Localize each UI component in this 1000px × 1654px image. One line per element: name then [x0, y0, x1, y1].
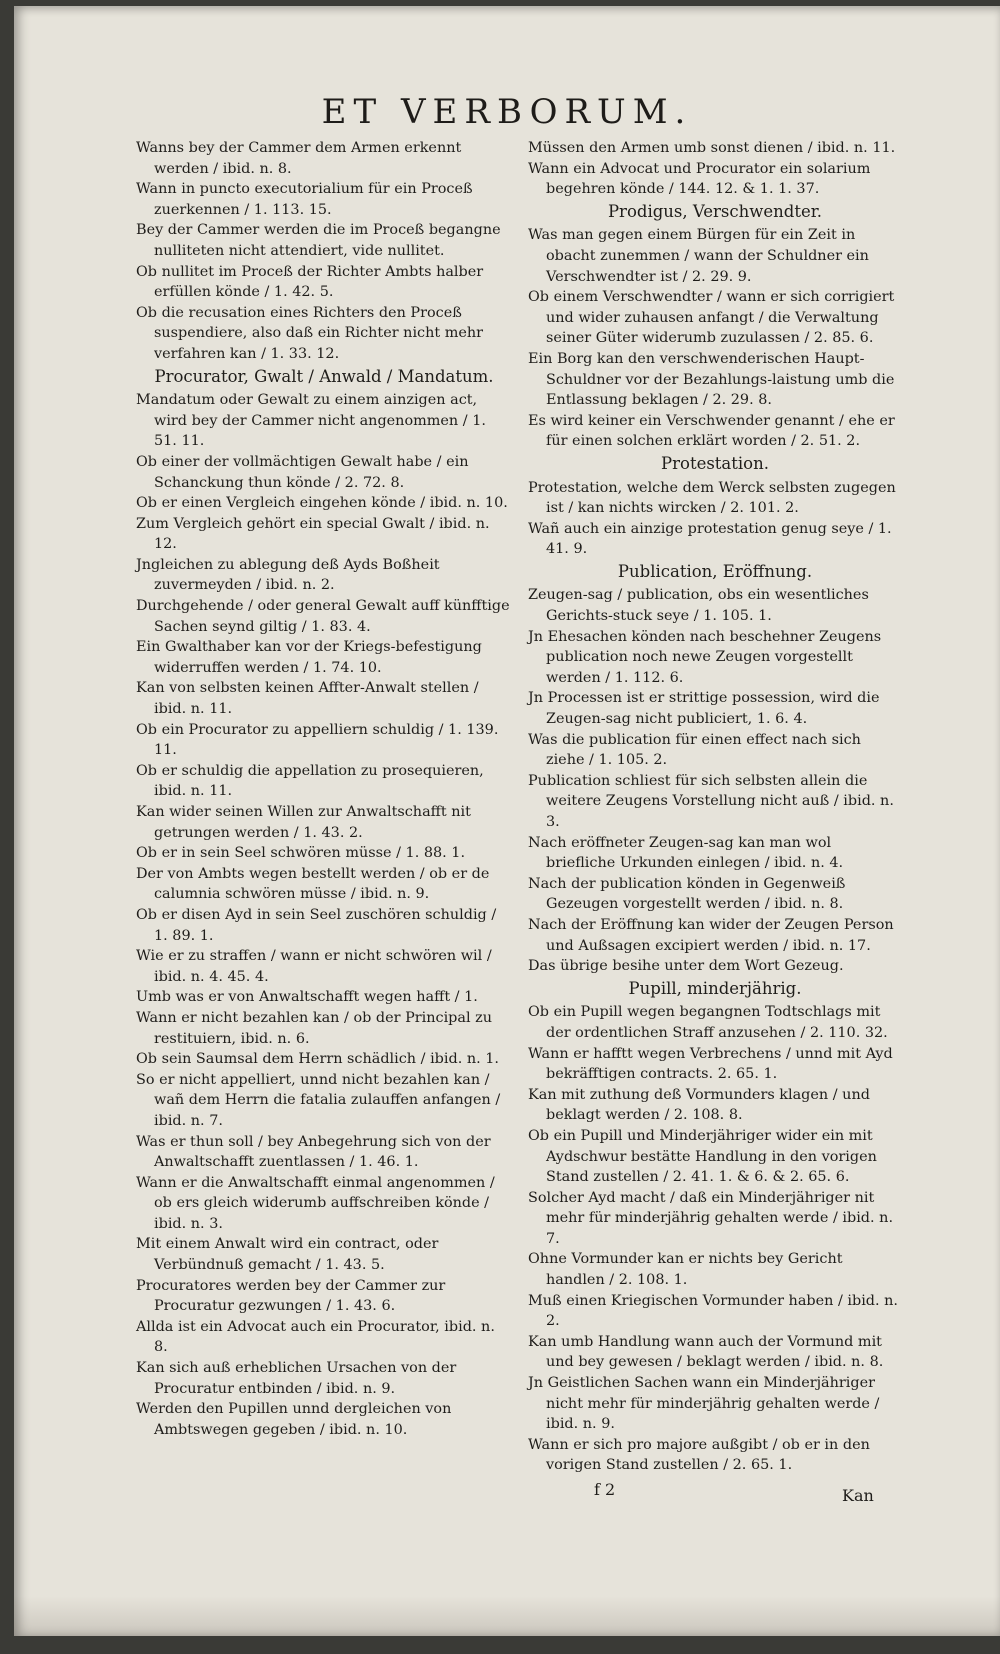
index-entry: Ein Gwalthaber kan vor der Kriegs-befestigung widerruffen werden / 1. 74. 10. [136, 639, 482, 676]
index-entry: Es wird keiner ein Verschwender genannt / ehe er für einen solchen erklärt worden / 2. 51. 2. [528, 412, 895, 450]
index-entry: Ob er disen Ayd in sein Seel zuschören schuldig / 1. 89. 1. [136, 906, 497, 944]
index-entry: Ob ein Pupill wegen begangnen Todtschlags mit der ordentlichen Straff anzusehen / 2. 110. 32. [528, 1004, 888, 1041]
index-entry: Zeugen-sag / publication, obs ein wesentliches Gerichts-stuck seye / 1. 105. 1. [528, 587, 869, 625]
page-edge-shadow [14, 1596, 1000, 1636]
index-entry: Muß einen Kriegischen Vormunder haben / ibid. n. 2. [528, 1292, 899, 1330]
index-entry: Ohne Vormunder kan er nichts bey Gericht handlen / 2. 108. 1. [528, 1251, 843, 1289]
index-entry: Jn Processen ist er strittige possession, wird die Zeugen-sag nicht publiciert, 1. 6. 4. [528, 690, 880, 728]
signature-mark: f 2 [594, 1480, 616, 1499]
index-entry: Nach der publication könden in Gegenweiß Gezeugen vorgestellt werden / ibid. n. 8. [528, 875, 846, 913]
index-entry: Kan sich auß erheblichen Ursachen von der Procuratur entbinden / ibid. n. 9. [136, 1360, 457, 1397]
index-entry: Wañ auch ein ainzige protestation genug seye / 1. 41. 9. [528, 520, 892, 558]
index-entry: Ob sein Saumsal dem Herrn schädlich / ibid. n. 1. [136, 1051, 499, 1068]
index-entry: Mandatum oder Gewalt zu einem ainzigen act, wird bey der Cammer nicht angenommen / 1. 51. 11. [136, 392, 486, 450]
index-entry: Nach eröffneter Zeugen-sag kan man wol briefliche Urkunden einlegen / ibid. n. 4. [528, 834, 844, 872]
index-entry: Jn Ehesachen könden nach beschehner Zeugens publication noch newe Zeugen vorgestellt werden / 1. 112. 6. [528, 628, 882, 686]
index-entry: Kan wider seinen Willen zur Anwaltschafft nit getrungen werden / 1. 43. 2. [136, 804, 471, 841]
index-entry: Werden den Pupillen unnd dergleichen von Ambtswegen gegeben / ibid. n. 10. [136, 1401, 452, 1438]
index-entry: Wann er die Anwaltschafft einmal angenommen / ob ers gleich widerumb auffschreiben könde / ibid. n. 3. [136, 1174, 495, 1232]
index-entry: Allda ist ein Advocat auch ein Procurator, ibid. n. 8. [136, 1318, 495, 1356]
index-entry: Ob ein Procurator zu appelliern schuldig / 1. 139. 11. [136, 721, 499, 759]
index-entry: Umb was er von Anwaltschafft wegen hafft / 1. [136, 989, 478, 1006]
index-entry: Wanns bey der Cammer dem Armen erkennt werden / ibid. n. 8. [136, 140, 462, 177]
index-entry: Ob er in sein Seel schwören müsse / 1. 88. 1. [136, 845, 466, 862]
book-page [14, 6, 1000, 1636]
section-heading-pupill: Pupill, minderjährig. [628, 978, 802, 998]
index-entry: Zum Vergleich gehört ein special Gwalt / ibid. n. 12. [136, 515, 490, 553]
index-entry: Wann in puncto executorialium für ein Proceß zuerkennen / 1. 113. 15. [136, 181, 473, 218]
index-entry: Müssen den Armen umb sonst dienen / ibid. n. 11. [528, 140, 896, 156]
index-entry: Kan umb Handlung wann auch der Vormund mit und bey gewesen / beklagt werden / ibid. n. 8. [528, 1333, 884, 1371]
section-heading-protestation: Protestation. [661, 453, 769, 473]
index-entry: Kan von selbsten keinen Affter-Anwalt stellen / ibid. n. 11. [136, 680, 479, 718]
index-entry: Ob einem Verschwendter / wann er sich corrigiert und wider zuhausen anfangt / die Verwaltung seiner Güter widerumb zuzulassen / 2. 85. 6. [528, 289, 895, 347]
index-entry: So er nicht appelliert, unnd nicht bezahlen kan / wañ dem Herrn die fatalia zulauffen anfangen / ibid. n. 7. [136, 1071, 501, 1129]
index-entry: Ob einer der vollmächtigen Gewalt habe / ein Schanckung thun könde / 2. 72. 8. [136, 453, 469, 491]
section-heading-procurator: Procurator, Gwalt / Anwald / Mandatum. [154, 366, 494, 386]
index-entry: Ob er einen Vergleich eingehen könde / ibid. n. 10. [136, 495, 508, 512]
index-entry: Ob die recusation eines Richters den Proceß suspendiere, also daß ein Richter nicht mehr verfahren kan / 1. 33. 12. [136, 304, 484, 362]
index-entry: Procuratores werden bey der Cammer zur Procuratur gezwungen / 1. 43. 6. [136, 1277, 446, 1315]
index-entry: Wann ein Advocat und Procurator ein solarium begehren könde / 144. 12. & 1. 1. 37. [528, 160, 871, 198]
index-entry: Was die publication für einen effect nach sich ziehe / 1. 105. 2. [528, 731, 861, 769]
index-entry: Der von Ambts wegen bestellt werden / ob er de calumnia schwören müsse / ibid. n. 9. [136, 865, 490, 903]
index-entry: Bey der Cammer werden die im Proceß begangne nulliteten nicht attendiert, vide nullitet. [136, 222, 501, 259]
index-entry: Publication schliest für sich selbsten allein die weitere Zeugens Vorstellung nicht auß / ibid. n. 3. [528, 772, 894, 830]
index-entry: Nach der Eröffnung kan wider der Zeugen Person und Außsagen excipiert werden / ibid. n. 17. [528, 916, 894, 954]
catchword: Kan [842, 1486, 874, 1505]
index-entry: Ein Borg kan den verschwenderischen Haupt-Schuldner vor der Bezahlungs-laistung umb die Entlassung beklagen / 2. 29. 8. [528, 350, 895, 409]
index-entry: Was man gegen einem Bürgen für ein Zeit in obacht zunemmen / wann der Schuldner ein Verschwendter ist / 2. 29. 9. [528, 227, 869, 285]
index-entry: Das übrige besihe unter dem Wort Gezeug. [528, 958, 844, 975]
index-entry: Ob er schuldig die appellation zu prosequieren, ibid. n. 11. [136, 762, 484, 800]
index-entry: Wann er nicht bezahlen kan / ob der Principal zu restituiern, ibid. n. 6. [136, 1009, 492, 1047]
left-column [136, 138, 512, 1440]
index-entry: Ob nullitet im Proceß der Richter Ambts halber erfüllen könde / 1. 42. 5. [136, 263, 484, 301]
page-header: ET VERBORUM. [321, 92, 693, 132]
index-entry: Wann er sich pro majore außgibt / ob er in den vorigen Stand zustellen / 2. 65. 1. [528, 1436, 870, 1474]
index-entry: Mit einem Anwalt wird ein contract, oder Verbündnuß gemacht / 1. 43. 5. [136, 1236, 439, 1274]
section-heading-prodigus: Prodigus, Verschwendter. [607, 201, 823, 221]
section-heading-publication: Publication, Eröffnung. [617, 561, 813, 581]
right-column [528, 138, 902, 1476]
index-entry: Jngleichen zu ablegung deß Ayds Boßheit zuvermeyden / ibid. n. 2. [136, 556, 440, 594]
index-entry: Wie er zu straffen / wann er nicht schwören wil / ibid. n. 4. 45. 4. [136, 948, 492, 985]
index-entry: Ob ein Pupill und Minderjähriger wider ein mit Aydschwur bestätte Handlung in den vorigen Stand zustellen / 2. 41. 1. & 6. & 2. 65. 6. [528, 1127, 877, 1186]
index-entry: Was er thun soll / bey Anbegehrung sich von der Anwaltschafft zuentlassen / 1. 46. 1. [136, 1133, 491, 1171]
index-entry: Solcher Ayd macht / daß ein Minderjähriger nit mehr für minderjährig gehalten werde / ibid. n. 7. [528, 1189, 894, 1247]
index-entry: Durchgehende / oder general Gewalt auff künfftige Sachen seynd giltig / 1. 83. 4. [136, 598, 510, 635]
index-entry: Jn Geistlichen Sachen wann ein Minderjähriger nicht mehr für minderjährig gehalten werde / ibid. n. 9. [528, 1375, 880, 1433]
index-entry: Wann er hafftt wegen Verbrechens / unnd mit Ayd bekräfftigen contracts. 2. 65. 1. [528, 1045, 893, 1083]
index-entry: Protestation, welche dem Werck selbsten zugegen ist / kan nichts wircken / 2. 101. 2. [528, 479, 896, 517]
index-entry: Kan mit zuthung deß Vormunders klagen / und beklagt werden / 2. 108. 8. [528, 1086, 870, 1124]
